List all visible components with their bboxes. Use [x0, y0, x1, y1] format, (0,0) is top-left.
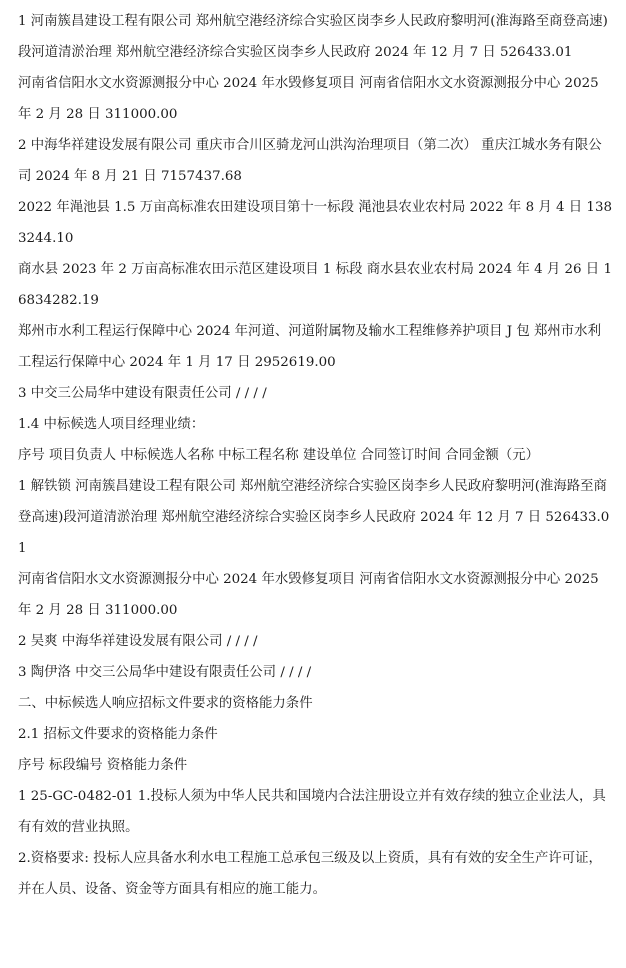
- paragraph-bidder2-performance-2: 2022 年渑池县 1.5 万亩高标准农田建设项目第十一标段 渑池县农业农村局 2022 年 8 月 4 日 1383244.10: [18, 200, 612, 246]
- paragraph-manager3-performance: 3 陶伊洛 中交三公局华中建设有限责任公司 / / / /: [18, 665, 312, 680]
- paragraph-bidder1-performance-1: 1 河南簇昌建设工程有限公司 郑州航空港经济综合实验区岗李乡人民政府黎明河(淮海路至商登高速)段河道清淤治理 郑州航空港经济综合实验区岗李乡人民政府 2024 年 12 月 7 日 526433.01: [18, 14, 608, 60]
- section-heading-manager-performance: 1.4 中标候选人项目经理业绩：: [18, 417, 205, 432]
- paragraph-bidder2-performance-1: 2 中海华祥建设发展有限公司 重庆市合川区骑龙河山洪沟治理项目（第二次） 重庆江城水务有限公司 2024 年 8 月 21 日 7157437.68: [18, 138, 602, 184]
- paragraph-qualification-1: 1 25-GC-0482-01 1.投标人须为中华人民共和国境内合法注册设立并有效存续的独立企业法人，具有有效的营业执照。: [18, 789, 606, 835]
- paragraph-manager2-performance: 2 吴爽 中海华祥建设发展有限公司 / / / /: [18, 634, 258, 649]
- paragraph-bidder1-performance-2: 河南省信阳水文水资源测报分中心 2024 年水毁修复项目 河南省信阳水文水资源测报分中心 2025 年 2 月 28 日 311000.00: [18, 76, 603, 122]
- paragraph-manager1-performance-1: 1 解铁锁 河南簇昌建设工程有限公司 郑州航空港经济综合实验区岗李乡人民政府黎明河(淮海路至商登高速)段河道清淤治理 郑州航空港经济综合实验区岗李乡人民政府 2024 年 12 月 7 日 526433.01: [18, 479, 610, 556]
- paragraph-bidder3-performance: 3 中交三公局华中建设有限责任公司 / / / /: [18, 386, 267, 401]
- paragraph-bidder2-performance-3: 商水县 2023 年 2 万亩高标准农田示范区建设项目 1 标段 商水县农业农村局 2024 年 4 月 26 日 16834282.19: [18, 262, 612, 308]
- section-heading-qualification: 二、中标候选人响应招标文件要求的资格能力条件: [18, 696, 313, 711]
- paragraph-qualification-2: 2.资格要求: 投标人应具备水利水电工程施工总承包三级及以上资质，具有有效的安全生产许可证，并在人员、设备、资金等方面具有相应的施工能力。: [18, 851, 602, 897]
- subsection-heading-qualification: 2.1 招标文件要求的资格能力条件: [18, 727, 218, 742]
- paragraph-bidder2-performance-4: 郑州市水利工程运行保障中心 2024 年河道、河道附属物及输水工程维修养护项目 J 包 郑州市水利工程运行保障中心 2024 年 1 月 17 日 2952619.00: [18, 324, 601, 370]
- paragraph-manager1-performance-2: 河南省信阳水文水资源测报分中心 2024 年水毁修复项目 河南省信阳水文水资源测报分中心 2025 年 2 月 28 日 311000.00: [18, 572, 603, 618]
- table-header-manager-performance: 序号 项目负责人 中标候选人名称 中标工程名称 建设单位 合同签订时间 合同金额（元）: [18, 448, 539, 463]
- table-header-qualification: 序号 标段编号 资格能力条件: [18, 758, 188, 773]
